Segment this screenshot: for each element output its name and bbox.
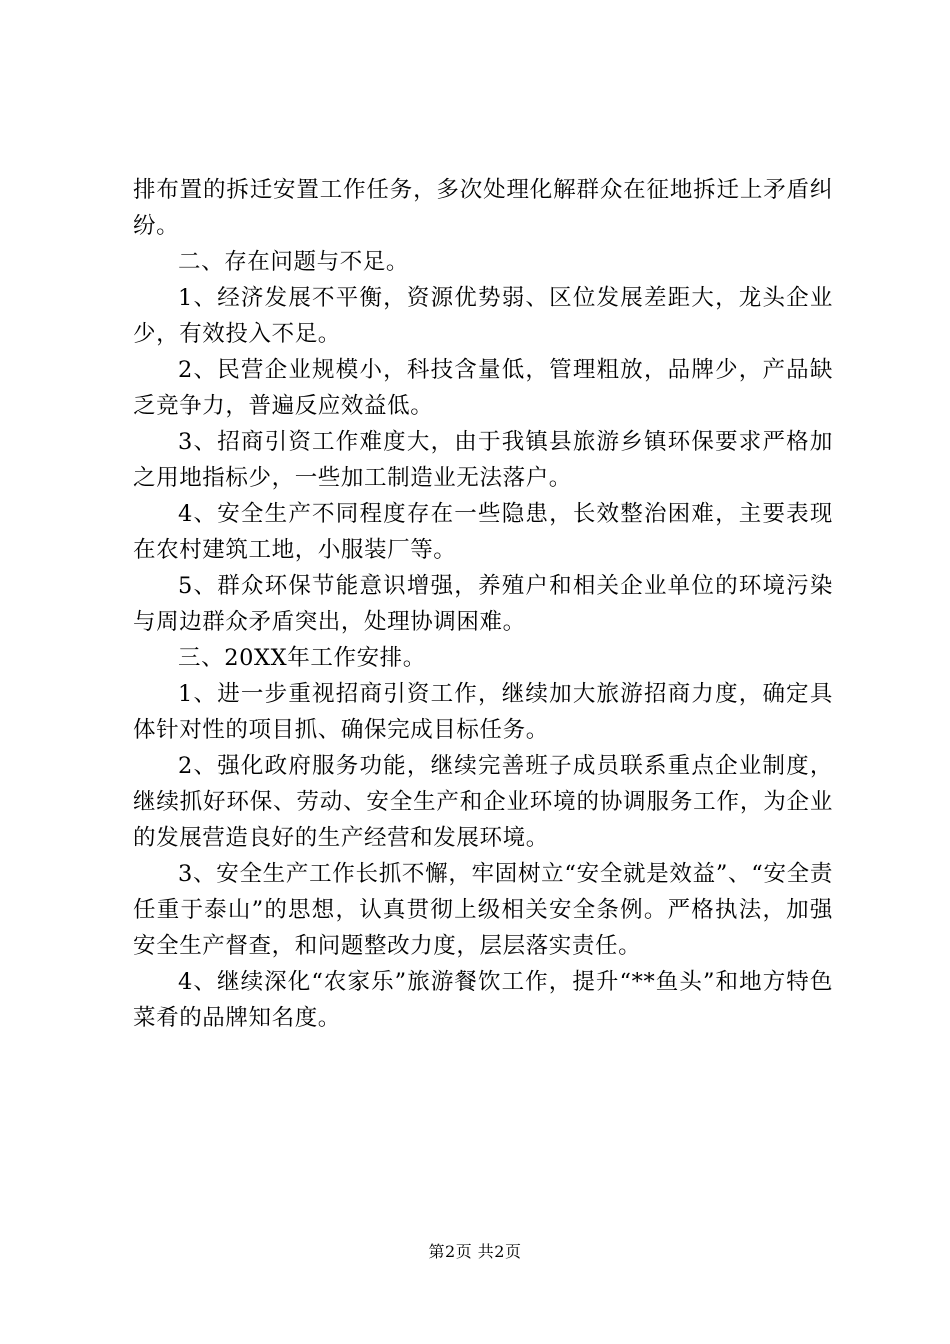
paragraph-continued: 排布置的拆迁安置工作任务，多次处理化解群众在征地拆迁上矛盾纠纷。 <box>133 177 833 239</box>
document-body <box>133 172 833 1036</box>
problem-item-5: 5、群众环保节能意识增强，养殖户和相关企业单位的环境污染与周边群众矛盾突出，处理协调困难。 <box>133 573 833 635</box>
problem-item-2: 2、民营企业规模小，科技含量低，管理粗放，品牌少，产品缺乏竞争力，普遍反应效益低。 <box>133 357 833 419</box>
plan-item-1: 1、进一步重视招商引资工作，继续加大旅游招商力度，确定具体针对性的项目抓、确保完成目标任务。 <box>133 681 833 743</box>
problem-item-4: 4、安全生产不同程度存在一些隐患，长效整治困难，主要表现在农村建筑工地，小服装厂等。 <box>133 501 833 563</box>
problem-item-3: 3、招商引资工作难度大，由于我镇县旅游乡镇环保要求严格加之用地指标少，一些加工制造业无法落户。 <box>133 429 833 491</box>
section-heading-plan: 三、20XX年工作安排。 <box>178 645 426 671</box>
plan-item-3: 3、安全生产工作长抓不懈，牢固树立“安全就是效益”、“安全责任重于泰山”的思想，认真贯彻上级相关安全条例。严格执法，加强安全生产督查，和问题整改力度，层层落实责任。 <box>133 861 833 959</box>
section-heading-problems: 二、存在问题与不足。 <box>178 249 410 275</box>
plan-item-4: 4、继续深化“农家乐”旅游餐饮工作，提升“**鱼头”和地方特色菜肴的品牌知名度。 <box>133 969 833 1031</box>
page-number-footer: 第2页 共2页 <box>428 1242 522 1261</box>
plan-item-2: 2、强化政府服务功能，继续完善班子成员联系重点企业制度，继续抓好环保、劳动、安全生产和企业环境的协调服务工作，为企业的发展营造良好的生产经营和发展环境。 <box>133 753 833 851</box>
problem-item-1: 1、经济发展不平衡，资源优势弱、区位发展差距大，龙头企业少，有效投入不足。 <box>133 285 833 347</box>
